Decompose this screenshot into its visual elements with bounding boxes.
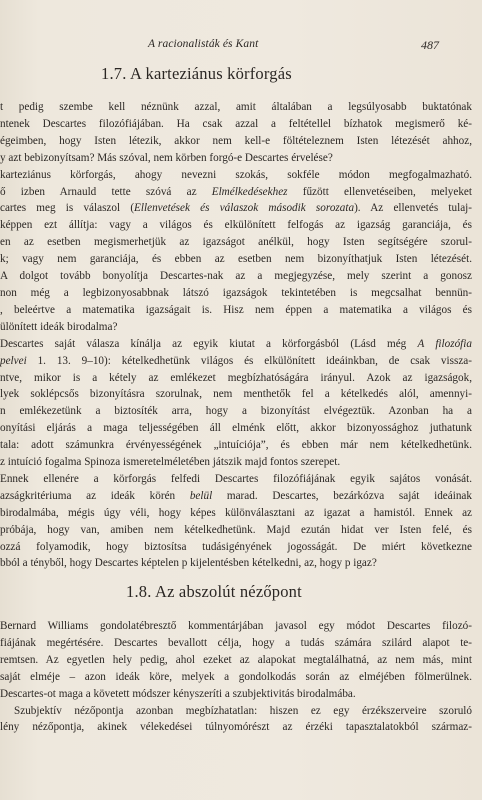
text-line: onyítási eljárás a maga teljességében áll elménk előtt, akkor bizonyossághoz juthatunk (0, 422, 472, 435)
text-line: ntenek Descartes filozófiájában. Ha csak azzal a feltétellel bízhatok megismerő ké- (0, 117, 472, 130)
text-run: azságkritériuma az ideák körén (0, 489, 190, 502)
text-line: tala: adott számunkra érvényességének „intuíciója”, és ebben már nem kételkedhetünk. (0, 439, 472, 452)
italic-title: A filozófia (417, 337, 472, 350)
text-run: Descartes saját válasza kínálja az egyik kiutat a körforgásból (Lásd még (0, 337, 418, 350)
text-line (0, 200, 472, 217)
section-heading-1-7: 1.7. A karteziánus körforgás (101, 64, 292, 83)
text-run: ő izben Arnauld tette szóvá az (0, 185, 212, 198)
text-line: lyek soklépcsős bizonyításra szorulnak, nem menthetők fel a kételkedés alól, amennyi- (0, 388, 472, 401)
text-line (0, 488, 472, 505)
running-head (0, 38, 482, 54)
text-run: cartes meg is válaszol ( (0, 202, 135, 215)
text-run: fűzött ellenvetéseiben, melyeket (287, 185, 472, 198)
text-line: ntve, mikor is a kétely az emlékezet megbízhatóságára irányul. Azok az igazságok, (0, 371, 472, 384)
text-line: , beleértve a matematika igazságait is. Hisz nem éppen a matematika a világos és (0, 303, 472, 316)
running-head-title: A racionalisták és Kant (148, 38, 259, 50)
text-run: ). Az ellenvetés tulaj- (354, 202, 473, 215)
text-line: Bernard Williams gondolatébresztő kommentárjában javasol egy módot Descartes filozó- (0, 620, 472, 632)
text-line: ozzá folyamodik, hogy biztosítsa tudásigényének jogosságát. De miért következne (0, 540, 472, 553)
italic-title: pelvei (0, 354, 27, 367)
text-line: karteziánus körforgás, ahogy nevezni szokás, sokféle módon megfogalmazható. (0, 168, 472, 181)
text-line: saját elméje – azon ideák köre, melyek a gondolkodás során az elméjében fölmerülnek. (0, 670, 472, 683)
text-line: bból a tényből, hogy Descartes képtelen p kijelentésben kételkedni, az, hogy p igaz? (0, 557, 377, 570)
text-line: A dolgot tovább bonyolítja Descartes-nak az a megjegyzése, mely szerint a gonosz (0, 270, 472, 283)
text-line: Szubjektív nézőpontja azonban megbízhatatlan: hiszen ez egy érzékszerveire szoruló (14, 704, 472, 717)
section-heading-1-8: 1.8. Az abszolút nézőpont (126, 582, 302, 601)
text-run: 1. 13. 9–10): kételkedhetünk világos és elkülönített ideáinkban, de csak vissza- (26, 354, 472, 367)
italic-word: belül (189, 489, 213, 502)
text-line: y azt bebizonyítsam? Más szóval, nem körben forgó-e Descartes érvelése? (0, 151, 333, 164)
italic-title: Elmélkedésekhez (211, 185, 288, 198)
text-line: fiájának megértésére. Descartes bevallott célja, hogy a tudás számára szilárd alapot te- (0, 636, 472, 649)
text-line: Descartes-ot maga a követett módszer kényszeríti a szubjektivitás birodalmába. (0, 687, 356, 700)
section-1-8-body (0, 618, 472, 736)
section-1-7-body (0, 99, 472, 572)
text-line: próbája, hogy van, amiben nem kételkedhetünk. Majd ezután hidat ver Isten felé, és (0, 523, 472, 536)
italic-title: Ellenvetések és válaszok második sorozata (134, 202, 355, 215)
text-line: ülönített ideák birodalma? (0, 320, 118, 333)
text-line (0, 353, 472, 370)
text-line: Ennek ellenére a körforgás felfedi Descartes filozófiájának egyik sajátos vonását. (0, 472, 472, 485)
text-line: remtsen. Az egyetlen hely pedig, ahol ezeket az alapokat megtalálhatná, az nem más, mint (0, 653, 472, 666)
text-run: marad. Descartes, bezárkózva saját ideáinak (212, 489, 472, 502)
text-line: z intuíció fogalma Spinoza ismeretelméletében játszik majd fontos szerepet. (0, 456, 341, 469)
text-line: en az esetben megismerhetjük az igazságot anélkül, hogy Isten segítségére szorul- (0, 236, 472, 249)
text-line: t pedig szembe kell néznünk azzal, amit általában a legsúlyosabb buktatónak (0, 101, 472, 113)
text-line (0, 184, 472, 201)
text-line: képpen ezt állítja: vagy a világos és elkülönített felfogás az igazság garanciája, és (0, 219, 472, 232)
text-line: birodalmába, mégis úgy véli, hogy képes különválasztani az igazat a hamistól. Ennek az (0, 506, 472, 519)
page-number: 487 (421, 38, 439, 52)
text-line: égeimben, hogy Isten létezik, akkor nem kell-e föltételeznem Isten létezését ahhoz, (0, 134, 472, 147)
text-line: k; vagy nem garanciája, és ebben az esetben nem bizonyíthatjuk Isten létezését. (0, 253, 472, 266)
text-line: n emlékezetünk a biztosíték arra, hogy a bizonyítást elvégeztük. Azonban ha a (0, 405, 472, 418)
text-line: non még a legbizonyosabbnak látszó igazságok tekintetében is megcsalhat bennün- (0, 286, 472, 299)
text-line: lény nézőpontja, akinek vélekedései túlnyomórészt az érzéki tapasztalatokból származ- (0, 721, 472, 734)
text-line (0, 336, 472, 353)
